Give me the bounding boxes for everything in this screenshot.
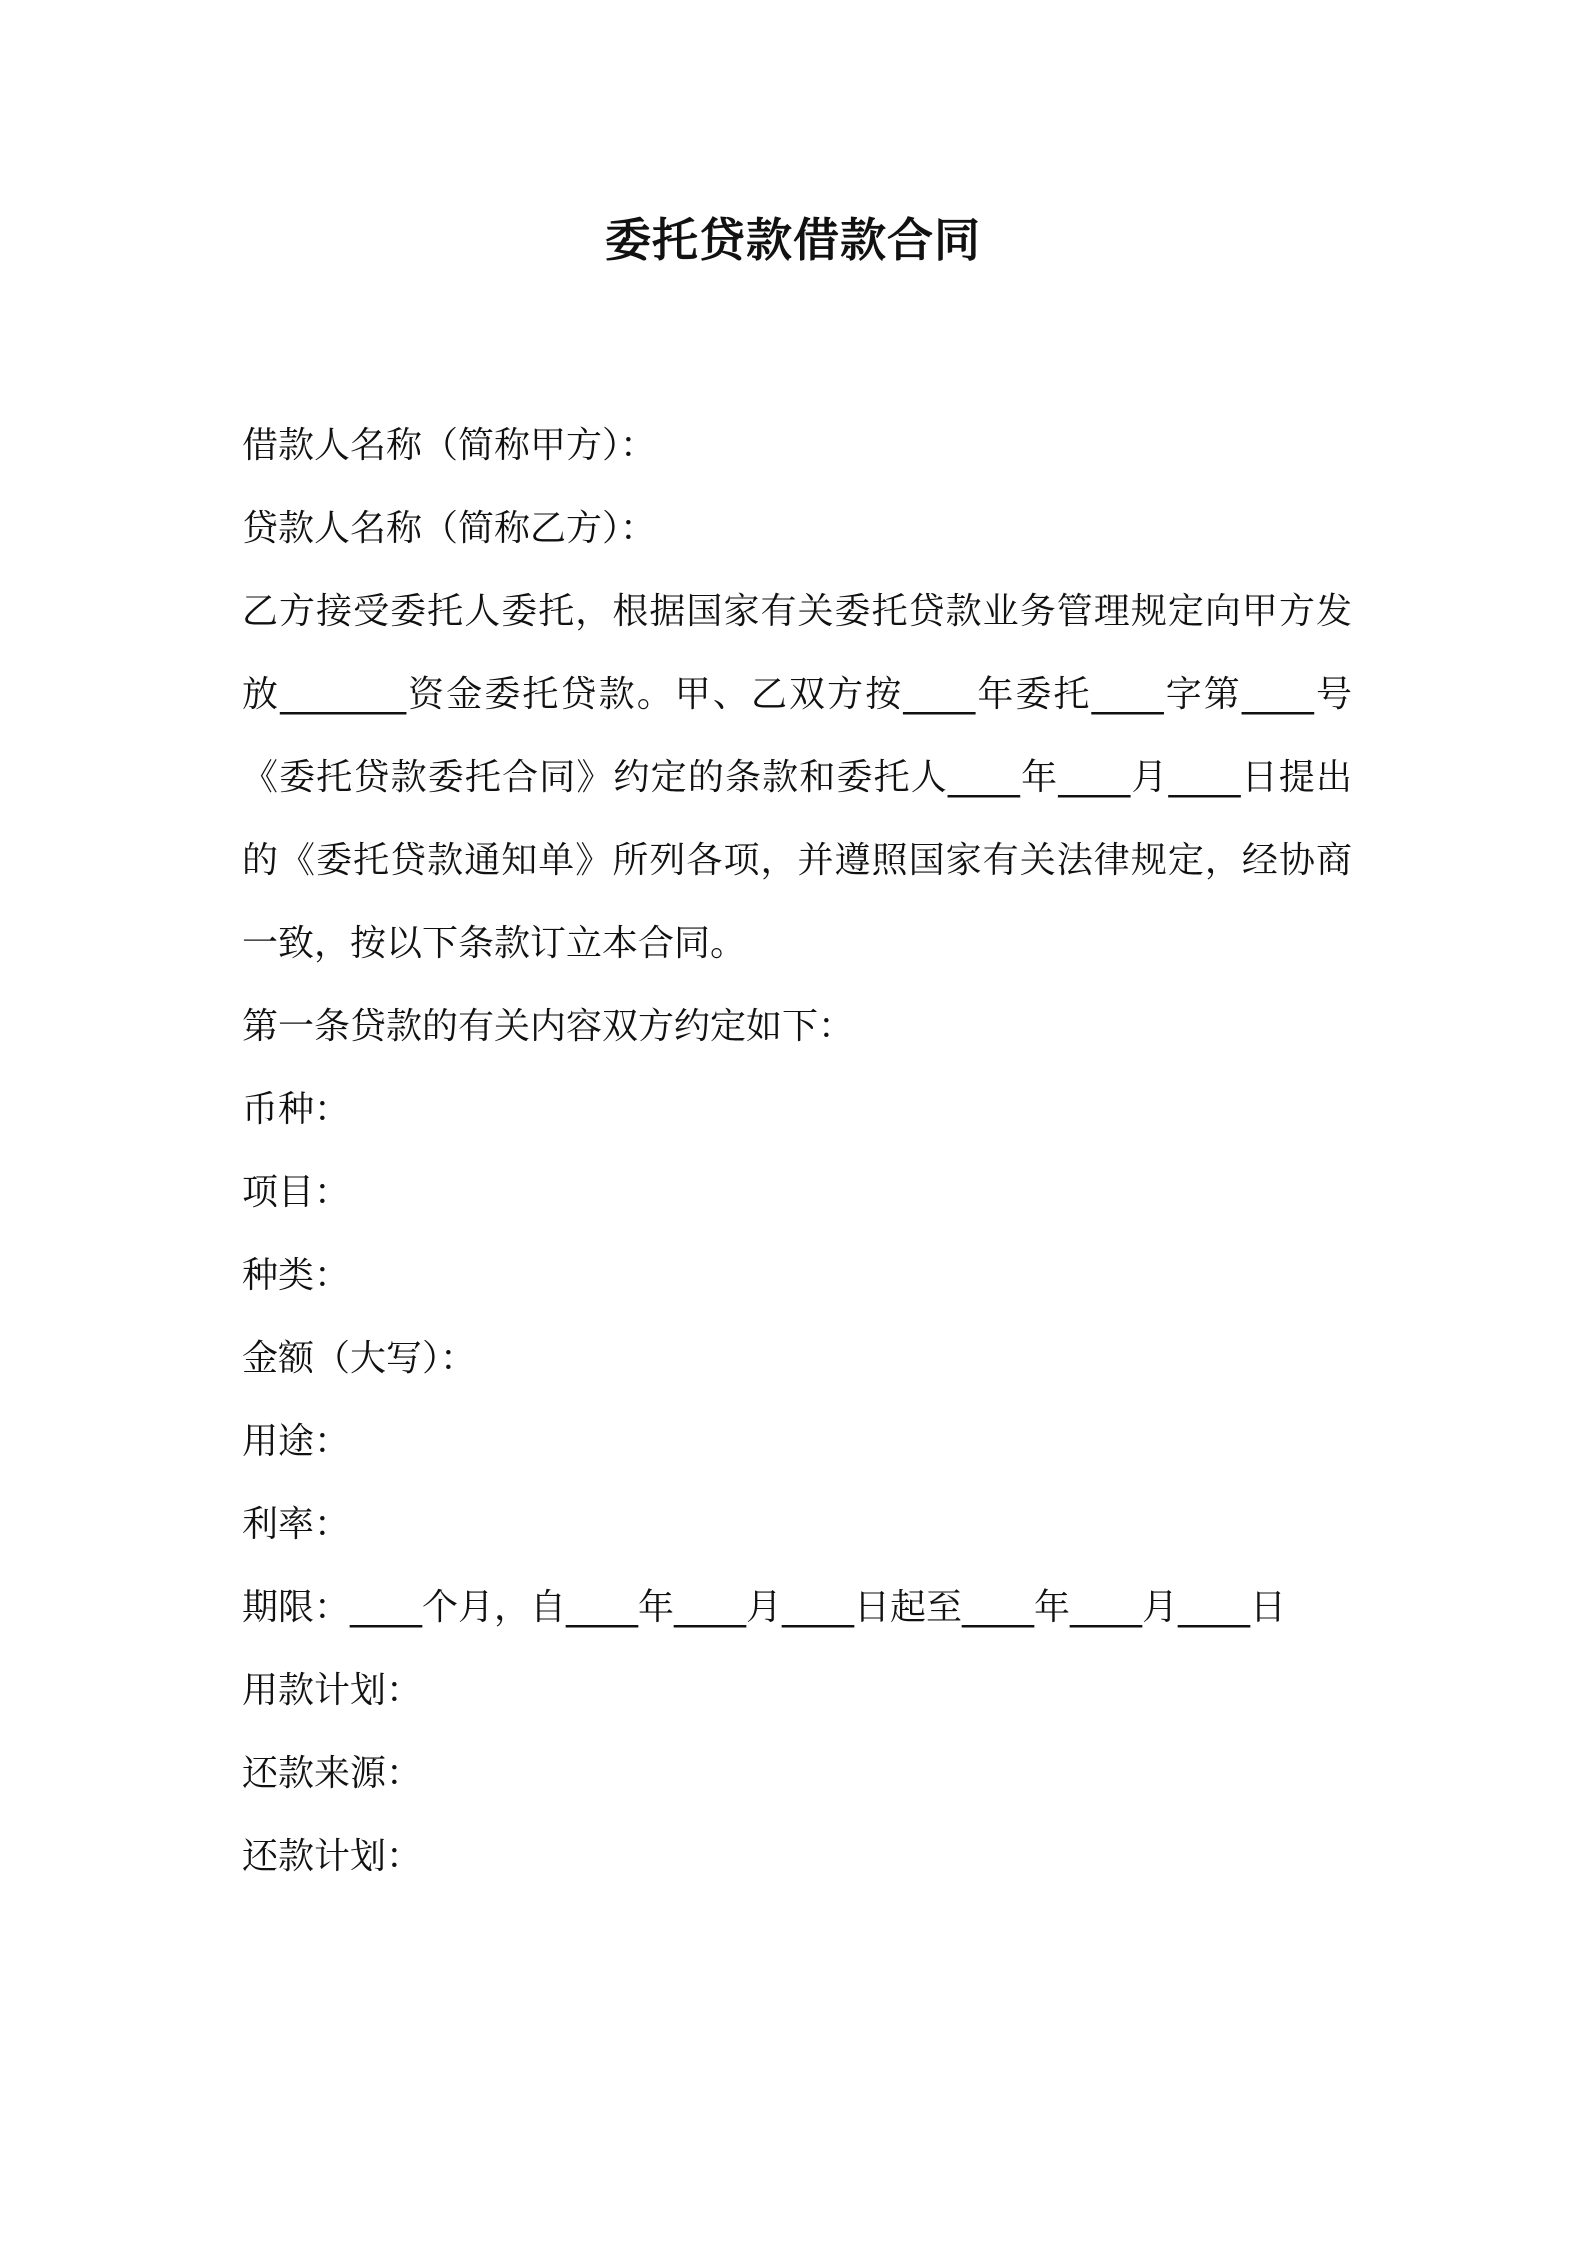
term-paragraph: 期限：____个月，自____年____月____日起至____年____月____日 — [242, 1587, 1287, 1628]
loan-type-line: 种类： — [242, 1255, 351, 1296]
article-1-heading: 第一条贷款的有关内容双方约定如下： — [242, 1006, 855, 1047]
usage-plan-line: 用款计划： — [242, 1670, 423, 1711]
project-line: 项目： — [242, 1172, 351, 1213]
repayment-plan-line: 还款计划： — [242, 1836, 423, 1877]
lender-name-line: 贷款人名称（简称乙方）： — [242, 508, 657, 549]
borrower-name-line: 借款人名称（简称甲方）： — [242, 425, 657, 466]
interest-rate-line: 利率： — [242, 1504, 351, 1545]
purpose-line: 用途： — [242, 1421, 351, 1462]
repayment-source-line: 还款来源： — [242, 1753, 423, 1794]
contract-body — [242, 404, 1352, 1898]
preamble-paragraph: 乙方接受委托人委托，根据国家有关委托贷款业务管理规定向甲方发放_______资金委托贷款。甲、乙双方按____年委托____字第____号《委托贷款委托合同》约定的条款和委托人____年____月____日提出的《委托贷款通知单》所列各项，并遵照国家有关法律规定，经协商一致，按以下条款订立本合同。 — [242, 591, 1352, 964]
document-title: 委托贷款借款合同 — [605, 213, 981, 267]
currency-line: 币种： — [242, 1089, 351, 1130]
amount-line: 金额（大写）： — [242, 1338, 477, 1379]
